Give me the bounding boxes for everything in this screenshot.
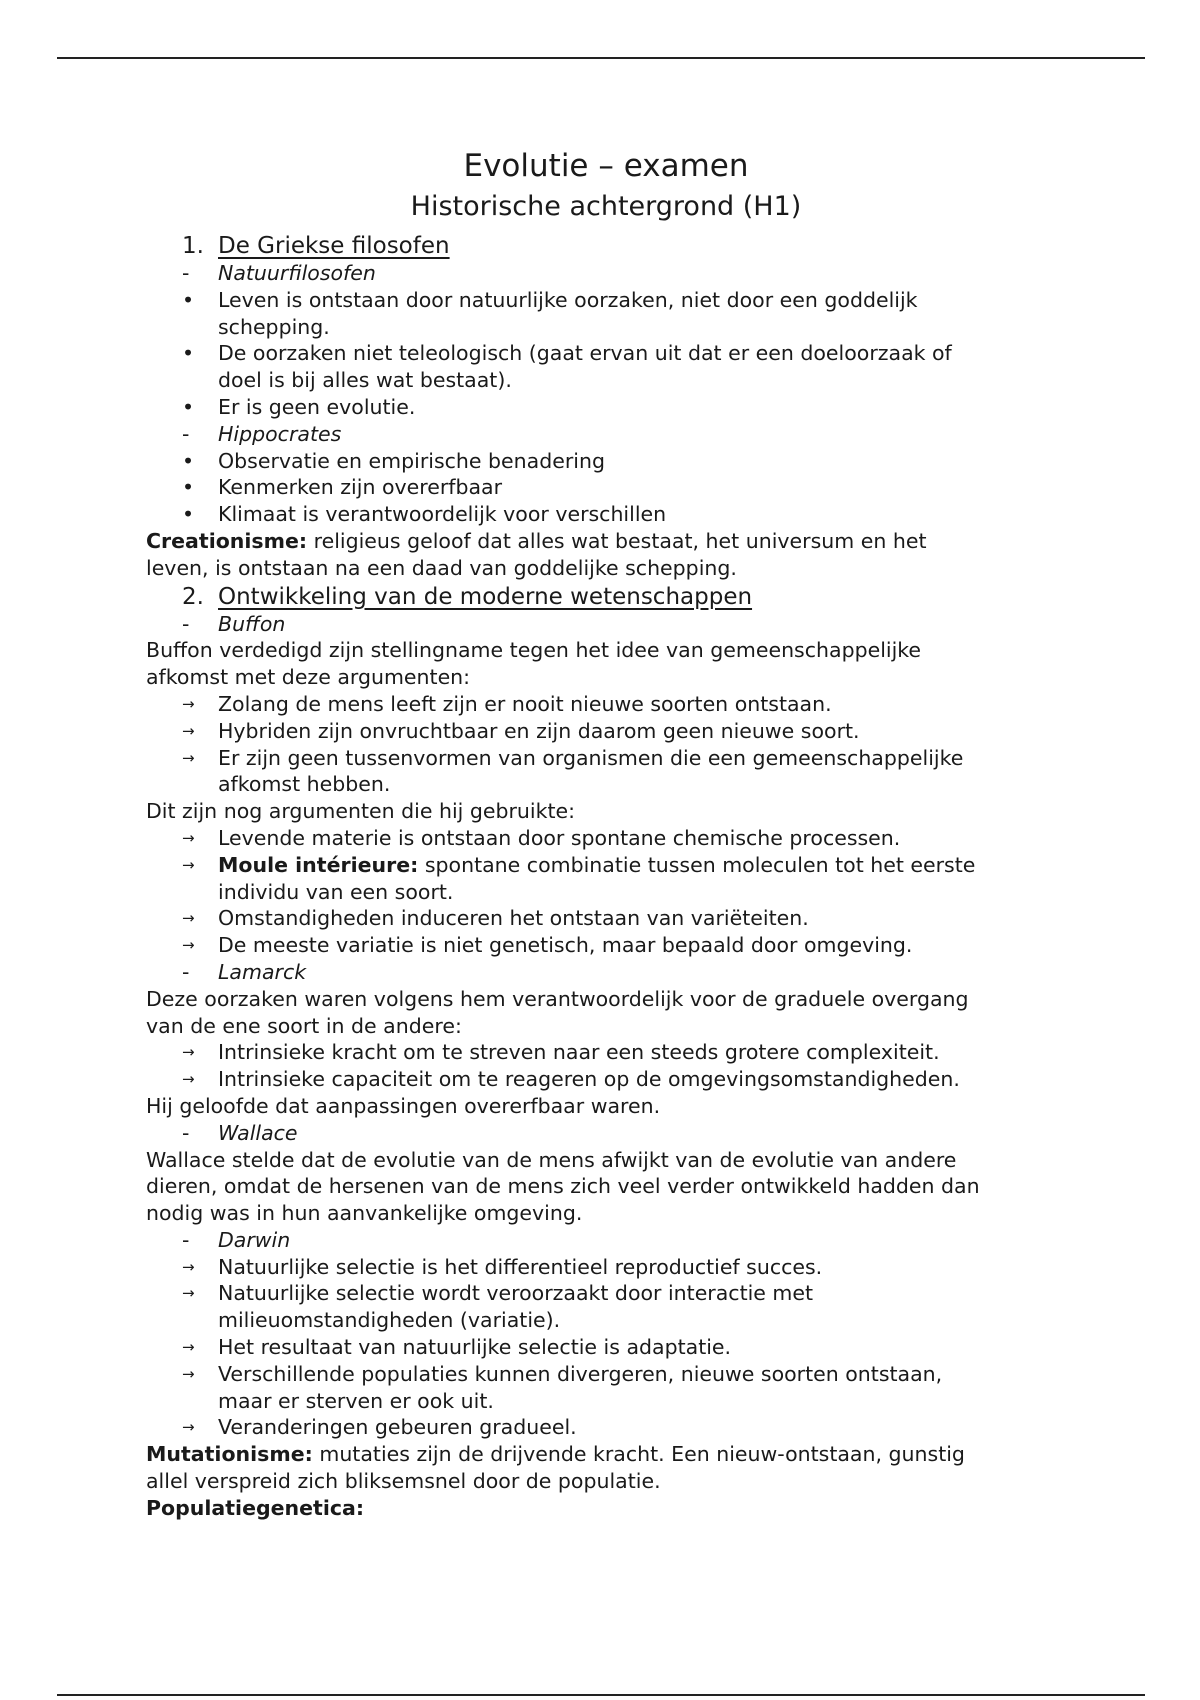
term: Moule intérieure: — [218, 852, 419, 877]
arrow-item-continuation: milieuomstandigheden (variatie). — [218, 1308, 561, 1333]
arrow-item: → Natuurlijke selectie wordt veroorzaakt door interactie met — [182, 1281, 814, 1306]
dot-bullet: • — [182, 502, 195, 527]
arrow-item: → Er zijn geen tussenvormen van organismen die een gemeenschappelijke — [182, 745, 964, 770]
arrow-item-continuation: afkomst hebben. — [218, 772, 391, 797]
section-heading-text: De Griekse filosofen — [218, 233, 450, 259]
dash-bullet: - — [182, 959, 190, 984]
subheading-buffon: - Buffon — [182, 611, 286, 636]
term: Creationisme: — [146, 528, 308, 553]
section-number: 2. — [182, 583, 204, 610]
dot-bullet: • — [182, 448, 195, 473]
section-heading-text: Ontwikkeling van de moderne wetenschappen — [218, 583, 753, 610]
dash-bullet: - — [182, 261, 190, 285]
list-item: • Leven is ontstaan door natuurlijke oorzaken, niet door een goddelijk — [182, 287, 918, 312]
subheading-darwin: - Darwin — [182, 1227, 291, 1252]
arrow-icon: → — [182, 721, 195, 740]
dash-bullet: - — [182, 611, 190, 636]
dot-bullet: • — [182, 287, 195, 312]
arrow-item: → Levende materie is ontstaan door spontane chemische processen. — [182, 825, 901, 850]
dash-bullet: - — [182, 1227, 190, 1252]
arrow-item: → Zolang de mens leeft zijn er nooit nieuwe soorten ontstaan. — [182, 691, 832, 716]
section-1-heading — [146, 232, 1066, 260]
arrow-icon: → — [182, 1257, 195, 1276]
top-rule — [57, 57, 1145, 59]
paragraph-line: leven, is ontstaan na een daad van goddelijke schepping. — [146, 555, 737, 580]
document-body — [146, 146, 1066, 1522]
dot-bullet: • — [182, 394, 195, 419]
subheading-lamarck: - Lamarck — [182, 959, 307, 984]
arrow-icon: → — [182, 1043, 195, 1062]
term: Populatiegenetica: — [146, 1495, 365, 1520]
arrow-item: → Intrinsieke kracht om te streven naar een steeds grotere complexiteit. — [182, 1040, 940, 1065]
arrow-icon: → — [182, 936, 195, 955]
arrow-item: → Moule intérieure: spontane combinatie tussen moleculen tot het eerste — [182, 852, 976, 877]
arrow-icon: → — [182, 909, 195, 928]
dash-bullet: - — [182, 421, 190, 446]
arrow-item: → Omstandigheden induceren het ontstaan van variëteiten. — [182, 906, 809, 931]
paragraph-line: allel verspreid zich bliksemsnel door de populatie. — [146, 1469, 661, 1494]
subheading-hippocrates: - Hippocrates — [182, 421, 342, 446]
arrow-icon: → — [182, 748, 195, 767]
definition-creationisme: Creationisme: religieus geloof dat alles wat bestaat, het universum en het — [146, 528, 927, 553]
arrow-icon: → — [182, 694, 195, 713]
arrow-item: → Natuurlijke selectie is het differentieel reproductief succes. — [182, 1254, 823, 1279]
subheading-natuurfilosofen: - Natuurfilosofen — [182, 261, 376, 285]
dot-bullet: • — [182, 475, 195, 500]
section-2-heading — [146, 583, 1066, 611]
paragraph-line: Deze oorzaken waren volgens hem verantwoordelijk voor de graduele overgang — [146, 986, 969, 1011]
arrow-item-continuation: individu van een soort. — [218, 879, 454, 904]
list-item: • Klimaat is verantwoordelijk voor verschillen — [182, 502, 667, 527]
document-title: Evolutie – examen — [463, 148, 749, 184]
section-number: 1. — [182, 233, 204, 259]
list-item: • Kenmerken zijn overerfbaar — [182, 475, 503, 500]
paragraph-line: van de ene soort in de andere: — [146, 1013, 462, 1038]
arrow-icon: → — [182, 1070, 195, 1089]
arrow-item: → Het resultaat van natuurlijke selectie is adaptatie. — [182, 1335, 732, 1360]
paragraph-line: afkomst met deze argumenten: — [146, 665, 471, 690]
arrow-icon: → — [182, 855, 195, 874]
arrow-item: → Verschillende populaties kunnen divergeren, nieuwe soorten ontstaan, — [182, 1361, 943, 1386]
arrow-icon: → — [182, 1364, 195, 1383]
arrow-icon: → — [182, 1284, 195, 1303]
term: Mutationisme: — [146, 1442, 313, 1467]
list-item-continuation: doel is bij alles wat bestaat). — [218, 368, 512, 393]
arrow-item: → De meeste variatie is niet genetisch, maar bepaald door omgeving. — [182, 933, 913, 958]
definition-mutationisme: Mutationisme: mutaties zijn de drijvende kracht. Een nieuw-ontstaan, gunstig — [146, 1442, 965, 1467]
arrow-icon: → — [182, 828, 195, 847]
list-item-continuation: schepping. — [218, 314, 330, 339]
list-item: • Er is geen evolutie. — [182, 394, 416, 419]
arrow-icon: → — [182, 1338, 195, 1357]
paragraph-line: Wallace stelde dat de evolutie van de mens afwijkt van de evolutie van andere — [146, 1147, 957, 1172]
subheading-wallace: - Wallace — [182, 1120, 298, 1145]
dash-bullet: - — [182, 1120, 190, 1145]
bottom-rule — [57, 1694, 1145, 1696]
dot-bullet: • — [182, 341, 195, 366]
paragraph-line: nodig was in hun aanvankelijke omgeving. — [146, 1201, 583, 1226]
arrow-item-continuation: maar er sterven er ook uit. — [218, 1388, 494, 1413]
arrow-item: → Intrinsieke capaciteit om te reageren op de omgevingsomstandigheden. — [182, 1067, 960, 1092]
paragraph-line: dieren, omdat de hersenen van de mens zich veel verder ontwikkeld hadden dan — [146, 1174, 980, 1199]
list-item: • Observatie en empirische benadering — [182, 448, 605, 473]
paragraph-line: Buffon verdedigd zijn stellingname tegen het idee van gemeenschappelijke — [146, 638, 922, 663]
paragraph-line: Dit zijn nog argumenten die hij gebruikte: — [146, 799, 576, 824]
arrow-icon: → — [182, 1418, 195, 1437]
chapter-title: Historische achtergrond (H1) — [410, 191, 802, 222]
arrow-item: → Hybriden zijn onvruchtbaar en zijn daarom geen nieuwe soort. — [182, 718, 860, 743]
list-item: • De oorzaken niet teleologisch (gaat ervan uit dat er een doeloorzaak of — [182, 341, 952, 366]
arrow-item: → Veranderingen gebeuren gradueel. — [182, 1415, 577, 1440]
paragraph-line: Hij geloofde dat aanpassingen overerfbaar waren. — [146, 1093, 661, 1118]
definition-populatiegenetica — [146, 1495, 1066, 1522]
